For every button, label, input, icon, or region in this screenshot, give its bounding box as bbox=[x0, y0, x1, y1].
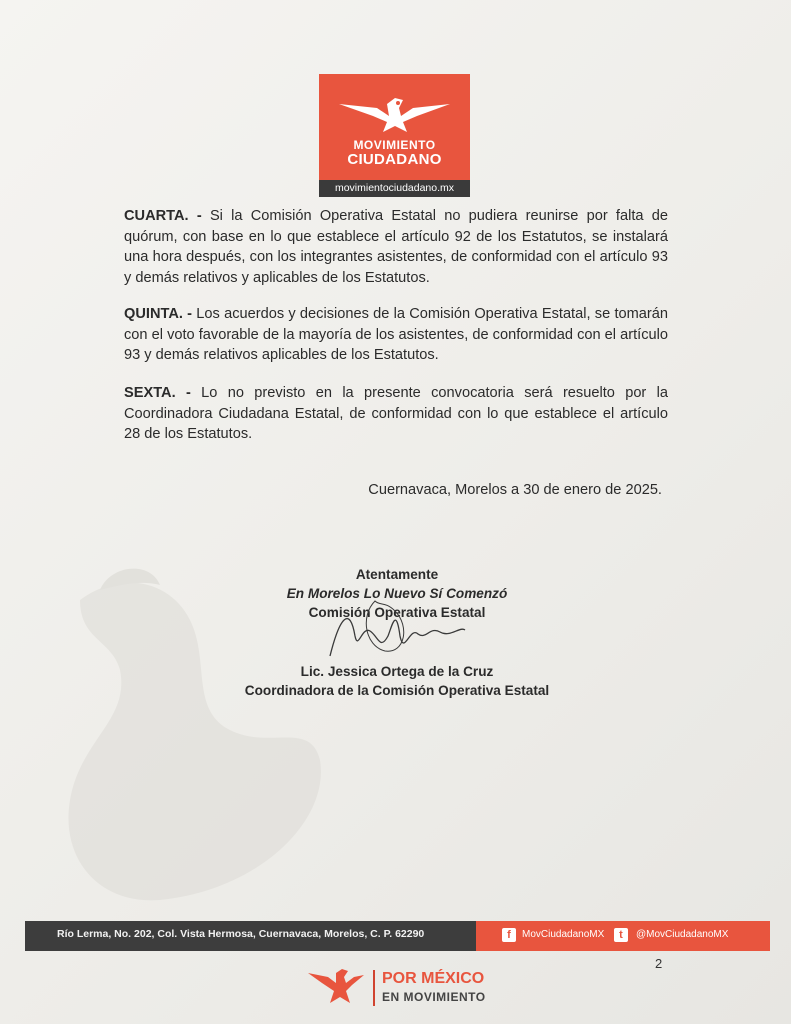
signature-motto: En Morelos Lo Nuevo Sí Comenzó bbox=[286, 586, 508, 601]
slogan-line-2: EN MOVIMIENTO bbox=[382, 990, 486, 1004]
footer-divider bbox=[373, 970, 375, 1006]
clause-quinta bbox=[124, 304, 668, 366]
facebook-handle: MovCiudadanoMX bbox=[522, 929, 605, 940]
twitter-handle: @MovCiudadanoMX bbox=[636, 929, 729, 940]
page-number: 2 bbox=[655, 956, 663, 971]
clause-cuarta bbox=[124, 206, 668, 288]
movimiento-ciudadano-logo bbox=[319, 74, 470, 197]
clause-heading: CUARTA. - bbox=[124, 208, 202, 224]
clause-text: Lo no previsto en la presente convocatoria será resuelto por la Coordinadora Ciudadana Estatal, de conformidad con lo que establece el artículo 28 de los Estatutos. bbox=[124, 385, 668, 442]
clause-sexta bbox=[124, 383, 668, 445]
logo-line-2: CIUDADANO bbox=[347, 151, 442, 168]
logo-url: movimientociudadano.mx bbox=[319, 180, 470, 197]
clause-heading: QUINTA. - bbox=[124, 306, 193, 322]
clause-text: Si la Comisión Operativa Estatal no pudiera reunirse por falta de quórum, con base en lo que establece el artículo 92 de los Estatutos, se instalará una hora después, con los integrantes asistentes, de conformidad con el artículo 93 y demás relativos y aplicables de los Estatutos. bbox=[124, 208, 668, 286]
twitter-icon: t bbox=[614, 928, 628, 942]
footer-address: Río Lerma, No. 202, Col. Vista Hermosa, Cuernavaca, Morelos, C. P. 62290 bbox=[57, 928, 425, 940]
slogan-line-1: POR MÉXICO bbox=[382, 970, 485, 987]
clause-heading: SEXTA. - bbox=[124, 385, 191, 401]
signature-closing: Atentamente bbox=[355, 567, 439, 582]
signatory-title: Coordinadora de la Comisión Operativa Estatal bbox=[244, 683, 550, 698]
signature-body: Comisión Operativa Estatal bbox=[308, 605, 486, 620]
clause-text: Los acuerdos y decisiones de la Comisión Operativa Estatal, se tomarán con el voto favorable de la mayoría de los asistentes, de conformidad con el artículo 93 y demás relativos aplicables de los Estatutos. bbox=[124, 306, 668, 363]
facebook-icon: f bbox=[502, 928, 516, 942]
signatory-name: Lic. Jessica Ortega de la Cruz bbox=[300, 664, 494, 679]
date-line: Cuernavaca, Morelos a 30 de enero de 2025. bbox=[368, 482, 662, 498]
logo-line-1: MOVIMIENTO bbox=[353, 138, 436, 152]
eagle-logo-icon bbox=[337, 94, 452, 136]
handwritten-signature bbox=[300, 596, 470, 666]
eagle-footer-icon bbox=[306, 967, 366, 1007]
